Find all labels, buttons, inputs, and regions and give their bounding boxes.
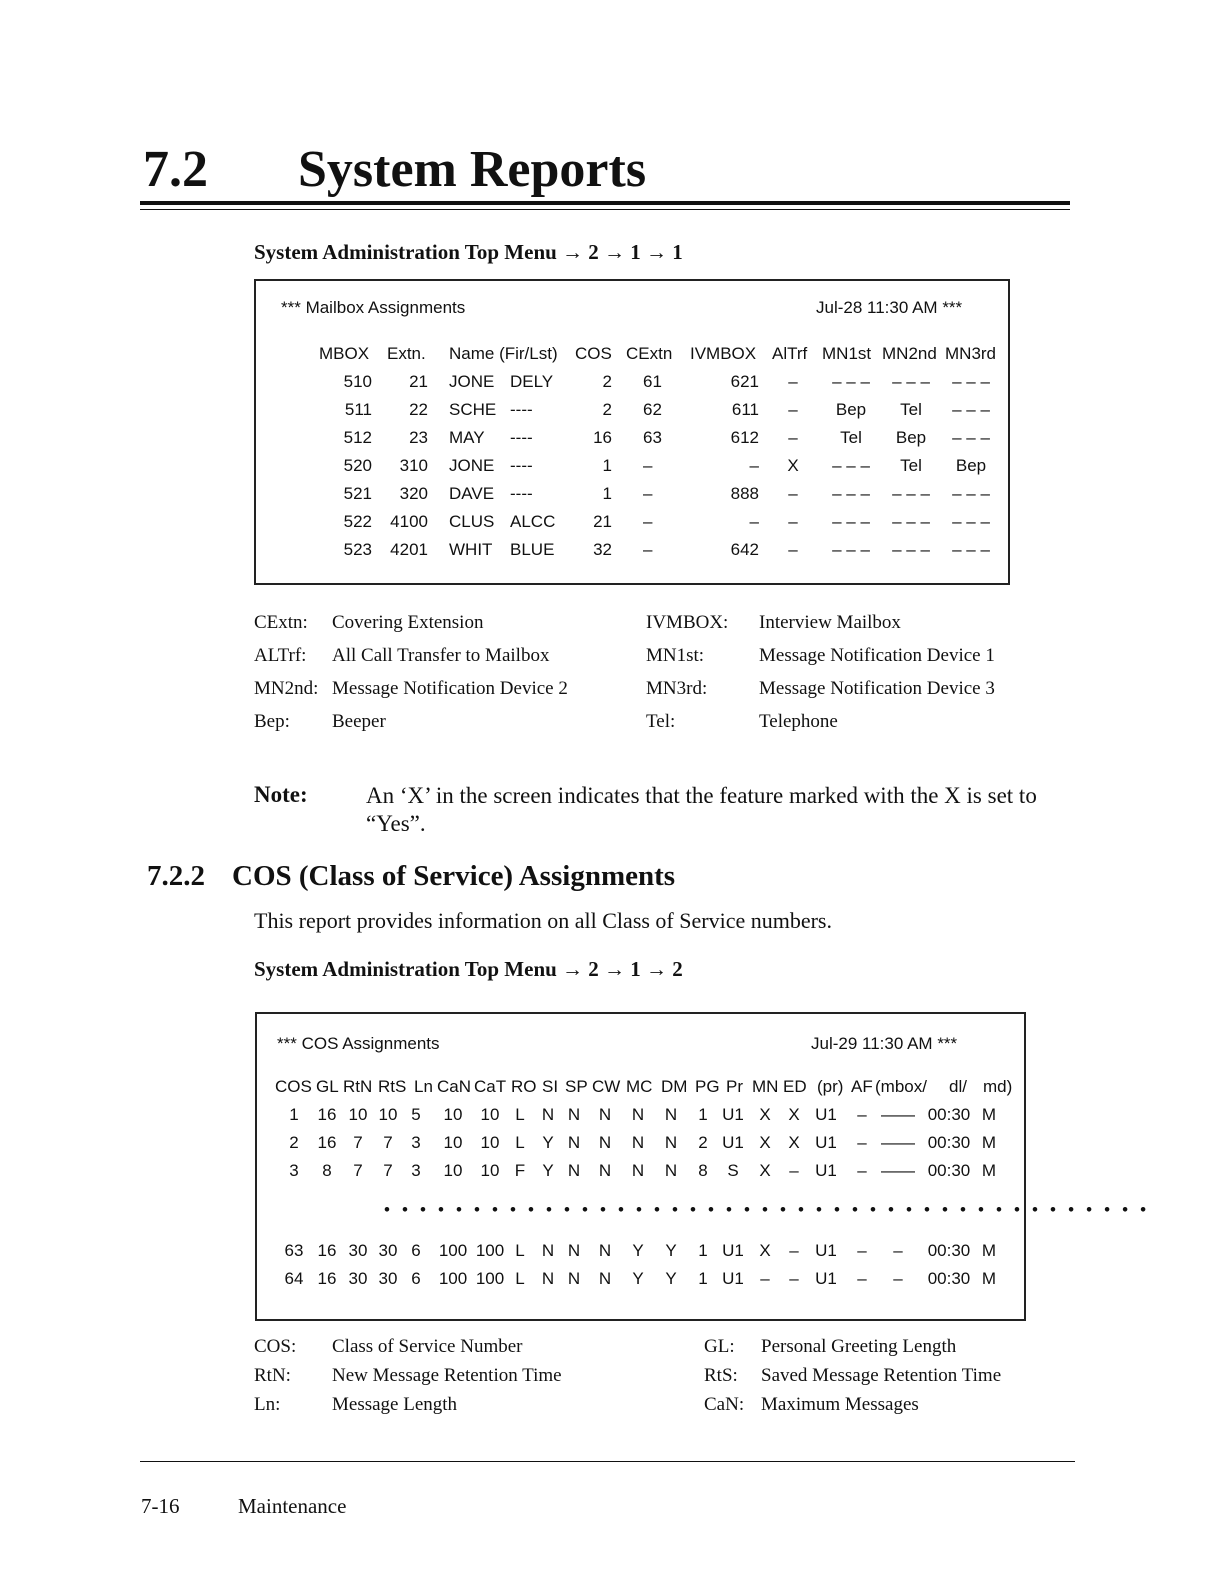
- table-cell: 10: [443, 1105, 463, 1124]
- legend-term: MN2nd:: [254, 678, 319, 699]
- menu-path-mailbox: System Administration Top Menu → 2 → 1 → 1: [254, 240, 683, 264]
- table-cell: –: [788, 512, 798, 531]
- table-cell: U1: [722, 1241, 744, 1260]
- table-cell: – – –: [832, 512, 870, 531]
- chapter-number: 7.2: [143, 141, 208, 198]
- legend-description: All Call Transfer to Mailbox: [332, 645, 550, 666]
- table-cell: – – –: [832, 372, 870, 391]
- table-cell: Y: [632, 1241, 644, 1260]
- column-header: Ln: [414, 1077, 433, 1096]
- table-cell: –: [760, 1269, 770, 1288]
- table-cell: L: [515, 1269, 525, 1288]
- table-cell: 6: [411, 1269, 421, 1288]
- column-header: GL: [316, 1077, 339, 1096]
- table-cell: Bep: [835, 400, 867, 419]
- table-cell: N: [598, 1105, 612, 1124]
- table-cell: –: [788, 428, 798, 447]
- column-header: CaT: [474, 1077, 507, 1096]
- column-header: COS: [275, 1077, 312, 1096]
- table-cell: U1: [815, 1269, 837, 1288]
- cos-report-title: *** COS Assignments: [277, 1034, 440, 1053]
- mailbox-legend: [254, 612, 1054, 742]
- table-cell: 512: [343, 428, 372, 447]
- table-cell: – – –: [952, 484, 990, 503]
- table-cell: 2: [289, 1133, 299, 1152]
- column-header: MN: [752, 1077, 779, 1096]
- table-cell: – – –: [892, 372, 930, 391]
- table-cell: F: [514, 1161, 526, 1180]
- table-cell: 522: [343, 512, 372, 531]
- table-cell: –: [788, 372, 798, 391]
- table-cell: 100: [475, 1241, 505, 1260]
- table-cell: S: [727, 1161, 739, 1180]
- table-cell: N: [541, 1241, 555, 1260]
- note-text: An ‘X’ in the screen indicates that the feature marked with the X is set to “Yes”.: [366, 783, 1037, 836]
- table-cell: ----: [510, 428, 533, 447]
- table-cell: 63: [643, 428, 662, 447]
- table-cell: 10: [480, 1161, 500, 1180]
- cos-legend: [254, 1336, 1054, 1426]
- column-header: PG: [695, 1077, 720, 1096]
- table-cell: ALCC: [510, 512, 556, 531]
- table-cell: –: [643, 484, 653, 503]
- table-cell: ----: [510, 400, 533, 419]
- table-cell: 8: [322, 1161, 332, 1180]
- table-cell: 310: [399, 456, 428, 475]
- legend-term: MN3rd:: [646, 678, 708, 699]
- table-cell: 16: [317, 1241, 337, 1260]
- table-cell: 521: [343, 484, 372, 503]
- table-cell: U1: [722, 1133, 744, 1152]
- table-cell: 30: [378, 1241, 398, 1260]
- column-header: (mbox/: [875, 1077, 927, 1096]
- table-cell: BLUE: [510, 540, 555, 559]
- table-cell: ----: [510, 484, 533, 503]
- table-cell: 21: [409, 372, 428, 391]
- table-cell: Bep: [955, 456, 987, 475]
- table-cell: 1: [698, 1241, 708, 1260]
- table-cell: 30: [378, 1269, 398, 1288]
- legend-term: CExtn:: [254, 612, 308, 633]
- table-cell: 64: [284, 1269, 304, 1288]
- table-cell: – – –: [952, 512, 990, 531]
- table-cell: 7: [383, 1161, 393, 1180]
- table-cell: 21: [593, 512, 612, 531]
- table-cell: 523: [343, 540, 372, 559]
- table-cell: 1: [602, 484, 612, 503]
- table-cell: N: [598, 1161, 612, 1180]
- table-cell: SCHE: [449, 400, 497, 419]
- table-cell: 16: [317, 1133, 337, 1152]
- table-cell: X: [759, 1133, 771, 1152]
- table-cell: N: [598, 1241, 612, 1260]
- table-cell: – – –: [832, 540, 870, 559]
- table-cell: N: [631, 1105, 645, 1124]
- table-cell: N: [631, 1133, 645, 1152]
- cos-screen-content: [257, 1014, 1024, 1319]
- table-cell: – – –: [892, 540, 930, 559]
- table-cell: 3: [289, 1161, 299, 1180]
- table-cell: 888: [730, 484, 759, 503]
- table-cell: 612: [730, 428, 759, 447]
- table-cell: DAVE: [449, 484, 495, 503]
- column-header: AF: [851, 1077, 873, 1096]
- table-cell: Y: [542, 1133, 554, 1152]
- column-header: RO: [511, 1077, 537, 1096]
- column-header: MC: [626, 1077, 653, 1096]
- column-header: dl/: [949, 1077, 967, 1096]
- table-cell: 00:30: [927, 1105, 971, 1124]
- column-header: COS: [575, 344, 612, 363]
- table-cell: –: [788, 484, 798, 503]
- legend-term: RtS:: [704, 1365, 738, 1386]
- table-cell: N: [664, 1105, 678, 1124]
- legend-term: IVMBOX:: [646, 612, 729, 633]
- table-cell: 7: [353, 1133, 363, 1152]
- legend-description: Message Notification Device 1: [759, 645, 995, 666]
- column-header: ED: [783, 1077, 807, 1096]
- column-header: AlTrf: [772, 344, 808, 363]
- column-header: MBOX: [319, 344, 370, 363]
- legend-term: MN1st:: [646, 645, 705, 666]
- table-cell: M: [981, 1269, 997, 1288]
- table-cell: – – –: [952, 540, 990, 559]
- table-cell: 10: [443, 1161, 463, 1180]
- legend-description: New Message Retention Time: [332, 1365, 562, 1386]
- table-cell: 621: [730, 372, 759, 391]
- header-rule: [140, 201, 1070, 205]
- table-cell: WHIT: [449, 540, 493, 559]
- column-header: Pr: [726, 1077, 743, 1096]
- table-cell: N: [598, 1269, 612, 1288]
- table-cell: ——: [881, 1161, 915, 1180]
- table-cell: 23: [409, 428, 428, 447]
- table-cell: 100: [438, 1241, 468, 1260]
- header-rule-thin: [140, 209, 1070, 210]
- table-cell: –: [857, 1105, 867, 1124]
- table-cell: – – –: [832, 484, 870, 503]
- table-cell: –: [789, 1241, 799, 1260]
- mailbox-screen-content: [256, 281, 1008, 583]
- table-cell: 16: [317, 1269, 337, 1288]
- legend-description: Personal Greeting Length: [761, 1336, 957, 1357]
- table-cell: N: [567, 1269, 581, 1288]
- note-label: Note:: [254, 782, 308, 807]
- column-header: Name (Fir/Lst): [449, 344, 558, 363]
- table-cell: 7: [353, 1161, 363, 1180]
- column-header: (pr): [817, 1077, 844, 1096]
- table-cell: 511: [344, 400, 372, 419]
- legend-description: Beeper: [332, 711, 386, 732]
- column-header: CaN: [437, 1077, 472, 1096]
- column-header: IVMBOX: [690, 344, 757, 363]
- table-cell: X: [787, 456, 799, 475]
- table-cell: 6: [411, 1241, 421, 1260]
- table-cell: –: [643, 540, 653, 559]
- table-cell: – – –: [832, 456, 870, 475]
- table-cell: 30: [348, 1269, 368, 1288]
- table-cell: 2: [602, 372, 612, 391]
- table-cell: –: [749, 512, 759, 531]
- table-cell: DELY: [510, 372, 554, 391]
- table-cell: Y: [542, 1161, 554, 1180]
- table-cell: – – –: [892, 512, 930, 531]
- table-cell: 510: [343, 372, 372, 391]
- table-cell: –: [893, 1269, 903, 1288]
- table-cell: U1: [815, 1133, 837, 1152]
- table-cell: M: [981, 1161, 997, 1180]
- column-header: MN2nd: [882, 344, 937, 363]
- table-cell: N: [631, 1161, 645, 1180]
- table-cell: 00:30: [927, 1161, 971, 1180]
- cos-report-timestamp: Jul-29 11:30 AM ***: [811, 1034, 958, 1053]
- table-cell: –: [857, 1269, 867, 1288]
- table-cell: 5: [411, 1105, 421, 1124]
- table-cell: 00:30: [927, 1133, 971, 1152]
- section-number: 7.2.2: [147, 860, 205, 892]
- column-header: MN1st: [822, 344, 872, 363]
- ellipsis-row: • • • • • • • • • • • • • • • • • • • • • • • • • • • • • • • • • • • • • • • • • • •: [384, 1200, 1150, 1219]
- table-cell: –: [788, 400, 798, 419]
- table-cell: M: [981, 1105, 997, 1124]
- table-cell: 16: [593, 428, 612, 447]
- column-header: Extn.: [387, 344, 426, 363]
- legend-description: Maximum Messages: [761, 1394, 919, 1415]
- table-cell: –: [893, 1241, 903, 1260]
- table-cell: Bep: [895, 428, 927, 447]
- table-cell: JONE: [449, 456, 495, 475]
- table-cell: 10: [480, 1105, 500, 1124]
- table-cell: 00:30: [927, 1269, 971, 1288]
- table-cell: N: [567, 1241, 581, 1260]
- table-cell: CLUS: [449, 512, 495, 531]
- table-cell: – – –: [892, 484, 930, 503]
- legend-description: Message Notification Device 3: [759, 678, 995, 699]
- table-cell: L: [515, 1105, 525, 1124]
- table-cell: L: [515, 1133, 525, 1152]
- table-cell: 10: [378, 1105, 398, 1124]
- table-cell: X: [788, 1105, 800, 1124]
- table-cell: – – –: [952, 400, 990, 419]
- legend-description: Interview Mailbox: [759, 612, 901, 633]
- mailbox-report-timestamp: Jul-28 11:30 AM ***: [816, 298, 963, 317]
- table-cell: 61: [643, 372, 662, 391]
- table-cell: ——: [881, 1133, 915, 1152]
- table-cell: –: [789, 1269, 799, 1288]
- table-cell: 320: [399, 484, 428, 503]
- table-cell: X: [788, 1133, 800, 1152]
- legend-description: Message Notification Device 2: [332, 678, 568, 699]
- table-cell: N: [541, 1269, 555, 1288]
- table-cell: 1: [698, 1269, 708, 1288]
- table-cell: 611: [731, 400, 759, 419]
- section-title: COS (Class of Service) Assignments: [232, 860, 676, 892]
- table-cell: –: [857, 1241, 867, 1260]
- table-cell: –: [857, 1161, 867, 1180]
- table-cell: U1: [815, 1241, 837, 1260]
- table-cell: –: [643, 456, 653, 475]
- table-cell: U1: [722, 1269, 744, 1288]
- table-cell: 100: [475, 1269, 505, 1288]
- table-cell: 2: [602, 400, 612, 419]
- column-header: SI: [542, 1077, 559, 1096]
- table-cell: X: [759, 1105, 771, 1124]
- table-cell: 4201: [390, 540, 428, 559]
- table-cell: U1: [815, 1105, 837, 1124]
- legend-term: ALTrf:: [254, 645, 307, 666]
- table-cell: –: [749, 456, 759, 475]
- table-cell: 1: [289, 1105, 299, 1124]
- table-cell: 2: [698, 1133, 708, 1152]
- table-cell: U1: [815, 1161, 837, 1180]
- table-cell: 4100: [390, 512, 428, 531]
- table-cell: 00:30: [927, 1241, 971, 1260]
- table-cell: N: [664, 1161, 678, 1180]
- table-cell: 10: [480, 1133, 500, 1152]
- legend-description: Covering Extension: [332, 612, 484, 633]
- column-header: SP: [565, 1077, 588, 1096]
- table-cell: Y: [665, 1241, 677, 1260]
- table-cell: 642: [730, 540, 759, 559]
- column-header: RtN: [343, 1077, 373, 1096]
- table-cell: –: [643, 512, 653, 531]
- table-cell: ——: [881, 1105, 915, 1124]
- legend-term: COS:: [254, 1336, 297, 1357]
- table-cell: M: [981, 1241, 997, 1260]
- table-cell: 32: [593, 540, 612, 559]
- table-cell: 10: [348, 1105, 368, 1124]
- table-cell: 62: [643, 400, 662, 419]
- table-cell: 3: [411, 1133, 421, 1152]
- column-header: RtS: [378, 1077, 407, 1096]
- table-cell: Tel: [840, 428, 862, 447]
- table-cell: MAY: [449, 428, 485, 447]
- mailbox-report-title: *** Mailbox Assignments: [281, 298, 466, 317]
- menu-path-cos: System Administration Top Menu → 2 → 1 → 2: [254, 957, 683, 981]
- table-cell: 63: [284, 1241, 304, 1260]
- legend-term: GL:: [704, 1336, 735, 1357]
- column-header: CW: [592, 1077, 621, 1096]
- table-cell: 16: [317, 1105, 337, 1124]
- table-cell: N: [567, 1133, 581, 1152]
- table-cell: 1: [602, 456, 612, 475]
- column-header: DM: [661, 1077, 688, 1096]
- table-cell: X: [759, 1241, 771, 1260]
- table-cell: X: [759, 1161, 771, 1180]
- legend-description: Class of Service Number: [332, 1336, 523, 1357]
- table-cell: 8: [698, 1161, 708, 1180]
- table-cell: Y: [665, 1269, 677, 1288]
- table-cell: Y: [632, 1269, 644, 1288]
- footer-section-name: Maintenance: [238, 1494, 347, 1518]
- footer-rule: [140, 1461, 1075, 1462]
- table-cell: N: [541, 1105, 555, 1124]
- table-cell: JONE: [449, 372, 495, 391]
- table-cell: N: [567, 1161, 581, 1180]
- table-cell: –: [857, 1133, 867, 1152]
- table-cell: ----: [510, 456, 533, 475]
- legend-description: Saved Message Retention Time: [761, 1365, 1002, 1386]
- column-header: MN3rd: [945, 344, 997, 363]
- cos-assignments-screen: [255, 1012, 1026, 1321]
- table-cell: 30: [348, 1241, 368, 1260]
- chapter-title: System Reports: [298, 141, 647, 198]
- table-cell: N: [567, 1105, 581, 1124]
- table-cell: 1: [698, 1105, 708, 1124]
- table-cell: 7: [383, 1133, 393, 1152]
- table-cell: 520: [343, 456, 372, 475]
- legend-term: Tel:: [646, 711, 676, 732]
- column-header: CExtn: [626, 344, 673, 363]
- table-cell: Tel: [900, 456, 922, 475]
- legend-description: Telephone: [759, 711, 838, 732]
- table-cell: M: [981, 1133, 997, 1152]
- table-cell: 10: [443, 1133, 463, 1152]
- column-header: md): [983, 1077, 1013, 1096]
- section-intro: This report provides information on all Class of Service numbers.: [254, 908, 832, 933]
- legend-term: Bep:: [254, 711, 290, 732]
- table-cell: L: [515, 1241, 525, 1260]
- page-number: 7-16: [141, 1494, 180, 1518]
- table-cell: 100: [438, 1269, 468, 1288]
- legend-term: CaN:: [704, 1394, 745, 1415]
- legend-term: RtN:: [254, 1365, 291, 1386]
- table-cell: –: [789, 1161, 799, 1180]
- table-cell: 3: [411, 1161, 421, 1180]
- table-cell: – – –: [952, 428, 990, 447]
- legend-term: Ln:: [254, 1394, 281, 1415]
- table-cell: –: [788, 540, 798, 559]
- legend-description: Message Length: [332, 1394, 458, 1415]
- table-cell: – – –: [952, 372, 990, 391]
- table-cell: N: [598, 1133, 612, 1152]
- table-cell: N: [664, 1133, 678, 1152]
- table-cell: 22: [409, 400, 428, 419]
- mailbox-assignments-screen: [254, 279, 1010, 585]
- table-cell: U1: [722, 1105, 744, 1124]
- table-cell: Tel: [900, 400, 922, 419]
